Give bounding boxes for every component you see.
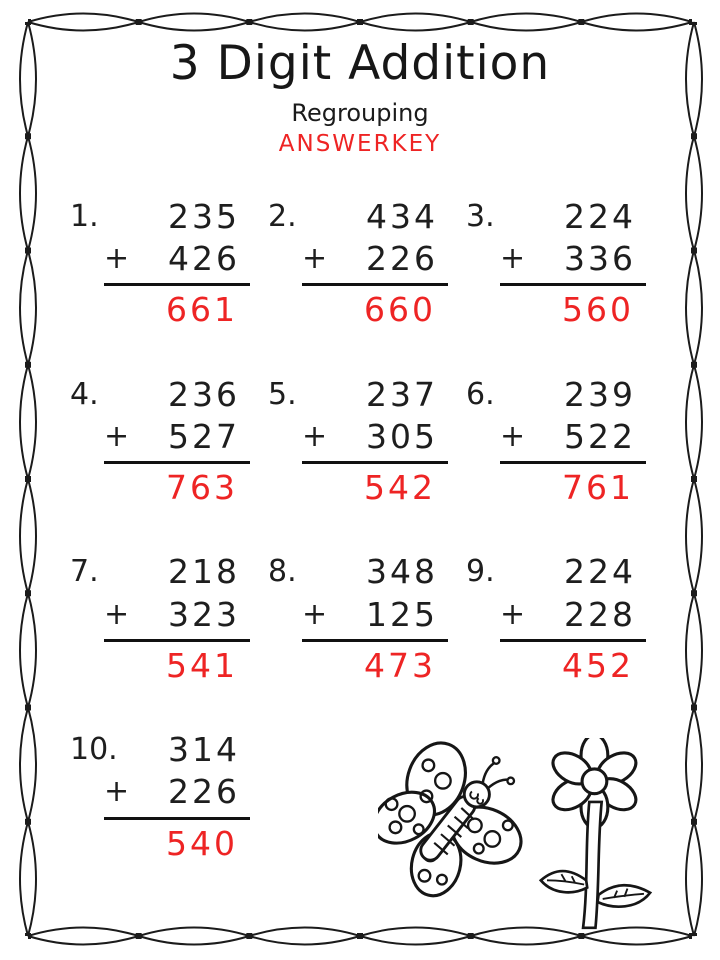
problem-number: 1.: [70, 199, 99, 234]
answer-value: 452: [562, 645, 634, 685]
bottom-addend: 228: [564, 594, 636, 634]
problem-number: 5.: [268, 376, 297, 412]
sum-row: [104, 771, 250, 819]
sum-row: [302, 594, 448, 642]
answer-value: 761: [562, 468, 634, 508]
bottom-addend: 305: [366, 416, 438, 456]
top-addend: 314: [168, 730, 240, 770]
addition-problem-1: [70, 196, 268, 332]
plus-sign: +: [302, 418, 328, 454]
addition-problem-9: [466, 551, 664, 687]
answer-value: 541: [166, 645, 238, 685]
bottom-addend: 426: [168, 239, 240, 279]
answer-value: 763: [166, 468, 238, 508]
problem-number: 10.: [70, 732, 118, 768]
bottom-addend: 226: [366, 239, 438, 279]
page-subtitle: Regrouping: [291, 99, 429, 127]
bottom-addend: 323: [168, 594, 240, 634]
problem-number: 8.: [268, 554, 297, 590]
butterfly-icon: [378, 740, 533, 909]
plus-sign: +: [302, 596, 328, 632]
answer-value: 560: [562, 290, 634, 330]
flower-icon: [534, 738, 659, 938]
plus-sign: +: [302, 241, 328, 277]
answer-value: 473: [364, 645, 436, 685]
addition-problem-7: [70, 551, 268, 687]
sum-row: [302, 238, 448, 286]
top-addend: 348: [366, 552, 438, 592]
page-title: 3 Digit Addition: [169, 36, 551, 91]
answer-key-label: ANSWERKEY: [278, 131, 442, 157]
addition-problem-8: [268, 551, 466, 687]
top-addend: 236: [168, 374, 240, 414]
addition-problem-4: [70, 374, 268, 510]
problem-number: 7.: [70, 554, 99, 590]
problem-number: 3.: [466, 199, 495, 234]
answer-value: 542: [364, 468, 436, 508]
plus-sign: +: [104, 596, 130, 632]
top-addend: 224: [564, 552, 636, 592]
problem-number: 6.: [466, 376, 495, 412]
plus-sign: +: [500, 241, 526, 277]
plus-sign: +: [500, 596, 526, 632]
sum-row: [500, 238, 646, 286]
top-addend: 434: [366, 197, 438, 236]
problem-number: 2.: [268, 199, 297, 234]
answer-value: 540: [166, 823, 238, 863]
sum-row: [500, 594, 646, 642]
sum-row: [104, 416, 250, 464]
bottom-addend: 522: [564, 416, 636, 456]
top-addend: 218: [168, 552, 240, 592]
top-addend: 239: [564, 374, 636, 414]
plus-sign: +: [104, 418, 130, 454]
bottom-addend: 125: [366, 594, 438, 634]
addition-problem-3: [466, 196, 664, 332]
top-addend: 237: [366, 374, 438, 414]
problem-number: 9.: [466, 554, 495, 590]
answer-value: 660: [364, 290, 436, 330]
plus-sign: +: [104, 774, 130, 810]
bottom-addend: 336: [564, 239, 636, 279]
top-addend: 235: [168, 197, 240, 236]
sum-row: [500, 416, 646, 464]
plus-sign: +: [500, 418, 526, 454]
addition-problem-10: [70, 729, 268, 865]
addition-problem-5: [268, 374, 466, 510]
sum-row: [104, 238, 250, 286]
sum-row: [302, 416, 448, 464]
addition-problem-6: [466, 374, 664, 510]
addition-problem-2: [268, 196, 466, 332]
plus-sign: +: [104, 241, 130, 277]
answer-value: 661: [166, 290, 238, 330]
bottom-addend: 527: [168, 416, 240, 456]
worksheet-header: [0, 36, 720, 157]
sum-row: [104, 594, 250, 642]
top-addend: 224: [564, 197, 636, 236]
bottom-addend: 226: [168, 772, 240, 812]
problem-number: 4.: [70, 376, 99, 412]
